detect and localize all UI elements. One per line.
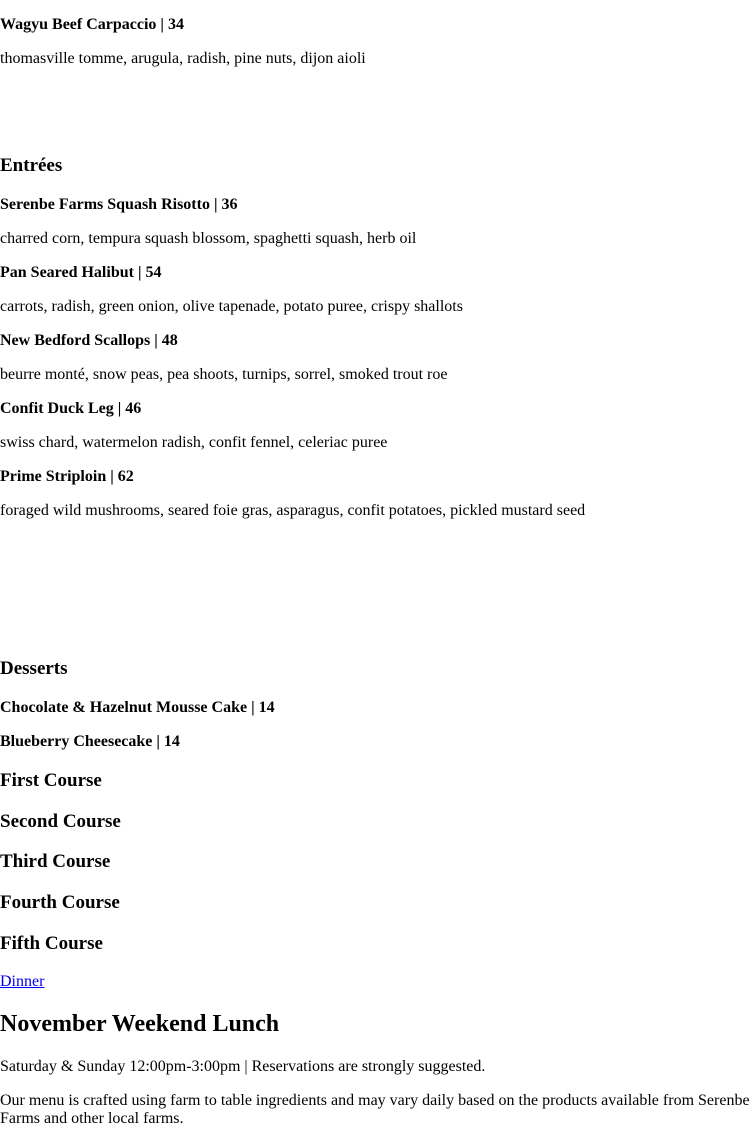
dinner-link[interactable]: Dinner [0,973,45,990]
menu-item-description: beurre monté, snow peas, pea shoots, turnips, sorrel, smoked trout roe [0,366,448,383]
menu-item-name: Prime Striploin | 62 [0,468,134,485]
section-title-desserts: Desserts [0,658,68,679]
menu-item-description: carrots, radish, green onion, olive tapenade, potato puree, crispy shallots [0,298,463,315]
course-heading: Fourth Course [0,892,120,913]
menu-item-name: Confit Duck Leg | 46 [0,400,142,417]
menu-item-name: Serenbe Farms Squash Risotto | 36 [0,196,238,213]
menu-item-name: Wagyu Beef Carpaccio | 34 [0,16,184,33]
course-heading: First Course [0,770,102,791]
menu-item-description: charred corn, tempura squash blossom, spaghetti squash, herb oil [0,230,417,247]
course-heading: Third Course [0,851,111,872]
lunch-hours: Saturday & Sunday 12:00pm-3:00pm | Reservations are strongly suggested. [0,1058,486,1075]
menu-item-name: Blueberry Cheesecake | 14 [0,733,180,750]
course-heading: Second Course [0,811,121,832]
menu-item-name: New Bedford Scallops | 48 [0,332,178,349]
page-title: November Weekend Lunch [0,1011,280,1037]
menu-item-description: foraged wild mushrooms, seared foie gras, asparagus, confit potatoes, pickled mustard seed [0,502,586,519]
lunch-note: Our menu is crafted using farm to table ingredients and may vary daily based on the products available from Serenbe Farms and other local farms. [0,1092,750,1127]
menu-item-description: swiss chard, watermelon radish, confit fennel, celeriac puree [0,434,388,451]
course-heading: Fifth Course [0,933,103,954]
menu-item-name: Pan Seared Halibut | 54 [0,264,162,281]
menu-item-name: Chocolate & Hazelnut Mousse Cake | 14 [0,699,275,716]
menu-item-description: thomasville tomme, arugula, radish, pine nuts, dijon aioli [0,50,366,67]
section-title-entrees: Entrées [0,155,63,176]
